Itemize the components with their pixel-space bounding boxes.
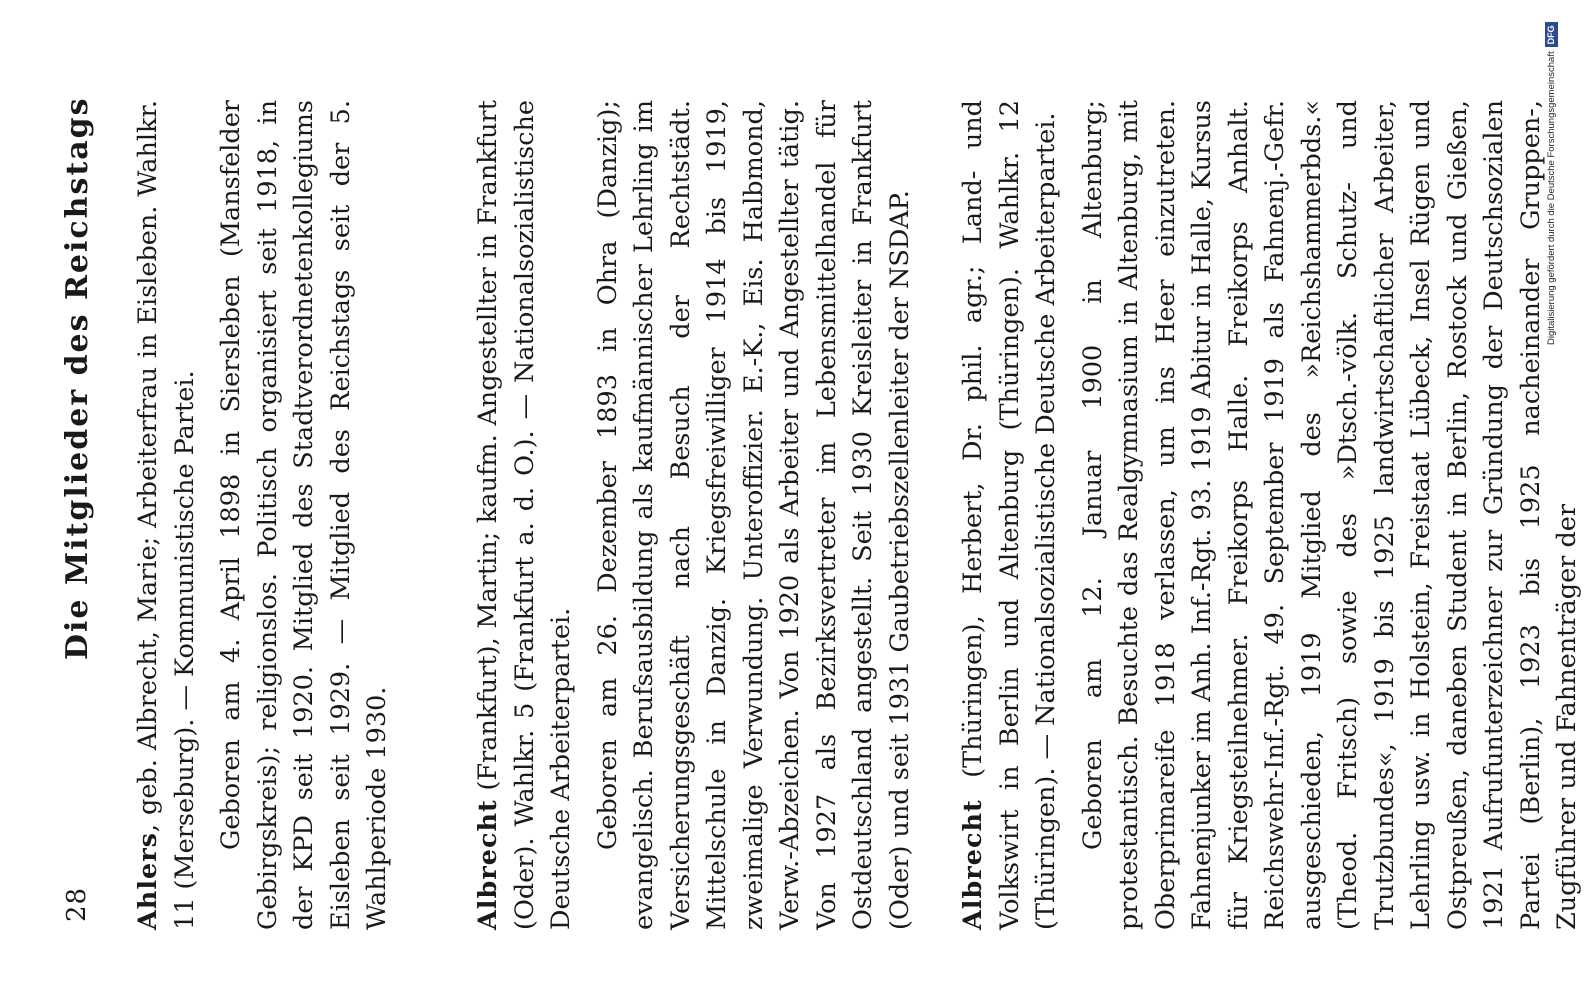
entry-header-text: , geb. Albrecht, Marie; Arbeiterfrau in Eisleben. Wahlkr. 11 (Merseburg). — Kommunistische Partei.: [133, 100, 200, 930]
credit-text: Digitalisierung gefördert durch die Deutsche Forschungsgemeinschaft: [1546, 51, 1557, 345]
entry-header-text: (Frankfurt), Martin; kaufm. Angestellter in Frankfurt (Oder). Wahlkr. 5 (Frankfurt a. d. O.). — Nationalsozialistische Deutsche Arbeiterpartei.: [473, 100, 576, 930]
entry-header: [130, 100, 203, 930]
dfg-logo: DFG: [1545, 22, 1558, 47]
biography-entry: [955, 100, 1586, 930]
digitization-credit: [1535, 0, 1561, 1000]
entry-header: [470, 100, 580, 930]
entry-body: Geboren am 4. April 1898 in Siersleben (Mansfelder Gebirgskreis); religionslos. Politisch organisiert seit 1918, in der KPD seit 1920. Mitglied des Stadtverordnetenkollegiums Eisleben seit 1929. — Mitglied des Reichstags seit der 5. Wahlperiode 1930.: [216, 100, 392, 930]
entry-name: Ahlers: [133, 831, 163, 930]
entry-header: [955, 100, 1065, 930]
entry-header-text: (Thüringen), Herbert, Dr. phil. agr.; Land- und Volkswirt in Berlin und Altenburg (Thüringen). Wahlkr. 12 (Thüringen). — Nationalsozialistische Deutsche Arbeiterpartei.: [958, 100, 1061, 930]
entry-body: Geboren am 12. Januar 1900 in Altenburg; protestantisch. Besuchte das Realgymnasium in Altenburg, mit Oberprimareife 1918 verlassen, um ins Heer einzutreten. Fahnenjunker im Anh. Inf.-Rgt. 93. 1919 Abitur in Halle, Kursus für Kriegsteilnehmer. Freikorps Halle. Freikorps Anhalt. Reichswehr-Inf.-Rgt. 49. September 1919 als Fahnenj.-Gefr. ausgeschieden, 1919 Mitglied des »Reichshammerbds.« (Theod. Fritsch) sowie des »Dtsch.-völk. Schutz- und Trutzbundes«, 1919 bis 1925 landwirtschaftlicher Arbeiter, Lehrling usw. in Holstein, Freistaat Lübeck, Insel Rügen und Ostpreußen, daneben Student in Berlin, Rostock und Gießen, 1921 Aufrufunterzeichner zur Gründung der Deutschsozialen Partei (Berlin), 1923 bis 1925 nacheinander Gruppen-, Zugführer und Fahnenträger der: [1077, 100, 1582, 930]
biography-entry: [130, 100, 396, 930]
running-head: Die Mitglieder des Reichstags: [60, 96, 95, 660]
entry-name: Albrecht: [473, 799, 503, 930]
entry-body: Geboren am 26. Dezember 1893 in Ohra (Danzig); evangelisch. Berufsausbildung als kaufmännischer Lehrling im Versicherungsgeschäft nach Besuch der Rechtstädt. Mittelschule in Danzig. Kriegsfreiwilliger 1914 bis 1919, zweimalige Verwundung. Unteroffizier. E.-K., Eis. Halbmond, Verw.-Abzeichen. Von 1920 als Arbeiter und Angestellter tätig. Von 1927 als Bezirksvertreter im Lebensmittelhandel für Ostdeutschland angestellt. Seit 1930 Kreisleiter in Frankfurt (Oder) und seit 1931 Gaubetriebszellenleiter der NSDAP.: [592, 100, 915, 930]
biography-entry: [470, 100, 918, 930]
page-number: 28: [62, 886, 92, 922]
entry-name: Albrecht: [958, 799, 988, 930]
